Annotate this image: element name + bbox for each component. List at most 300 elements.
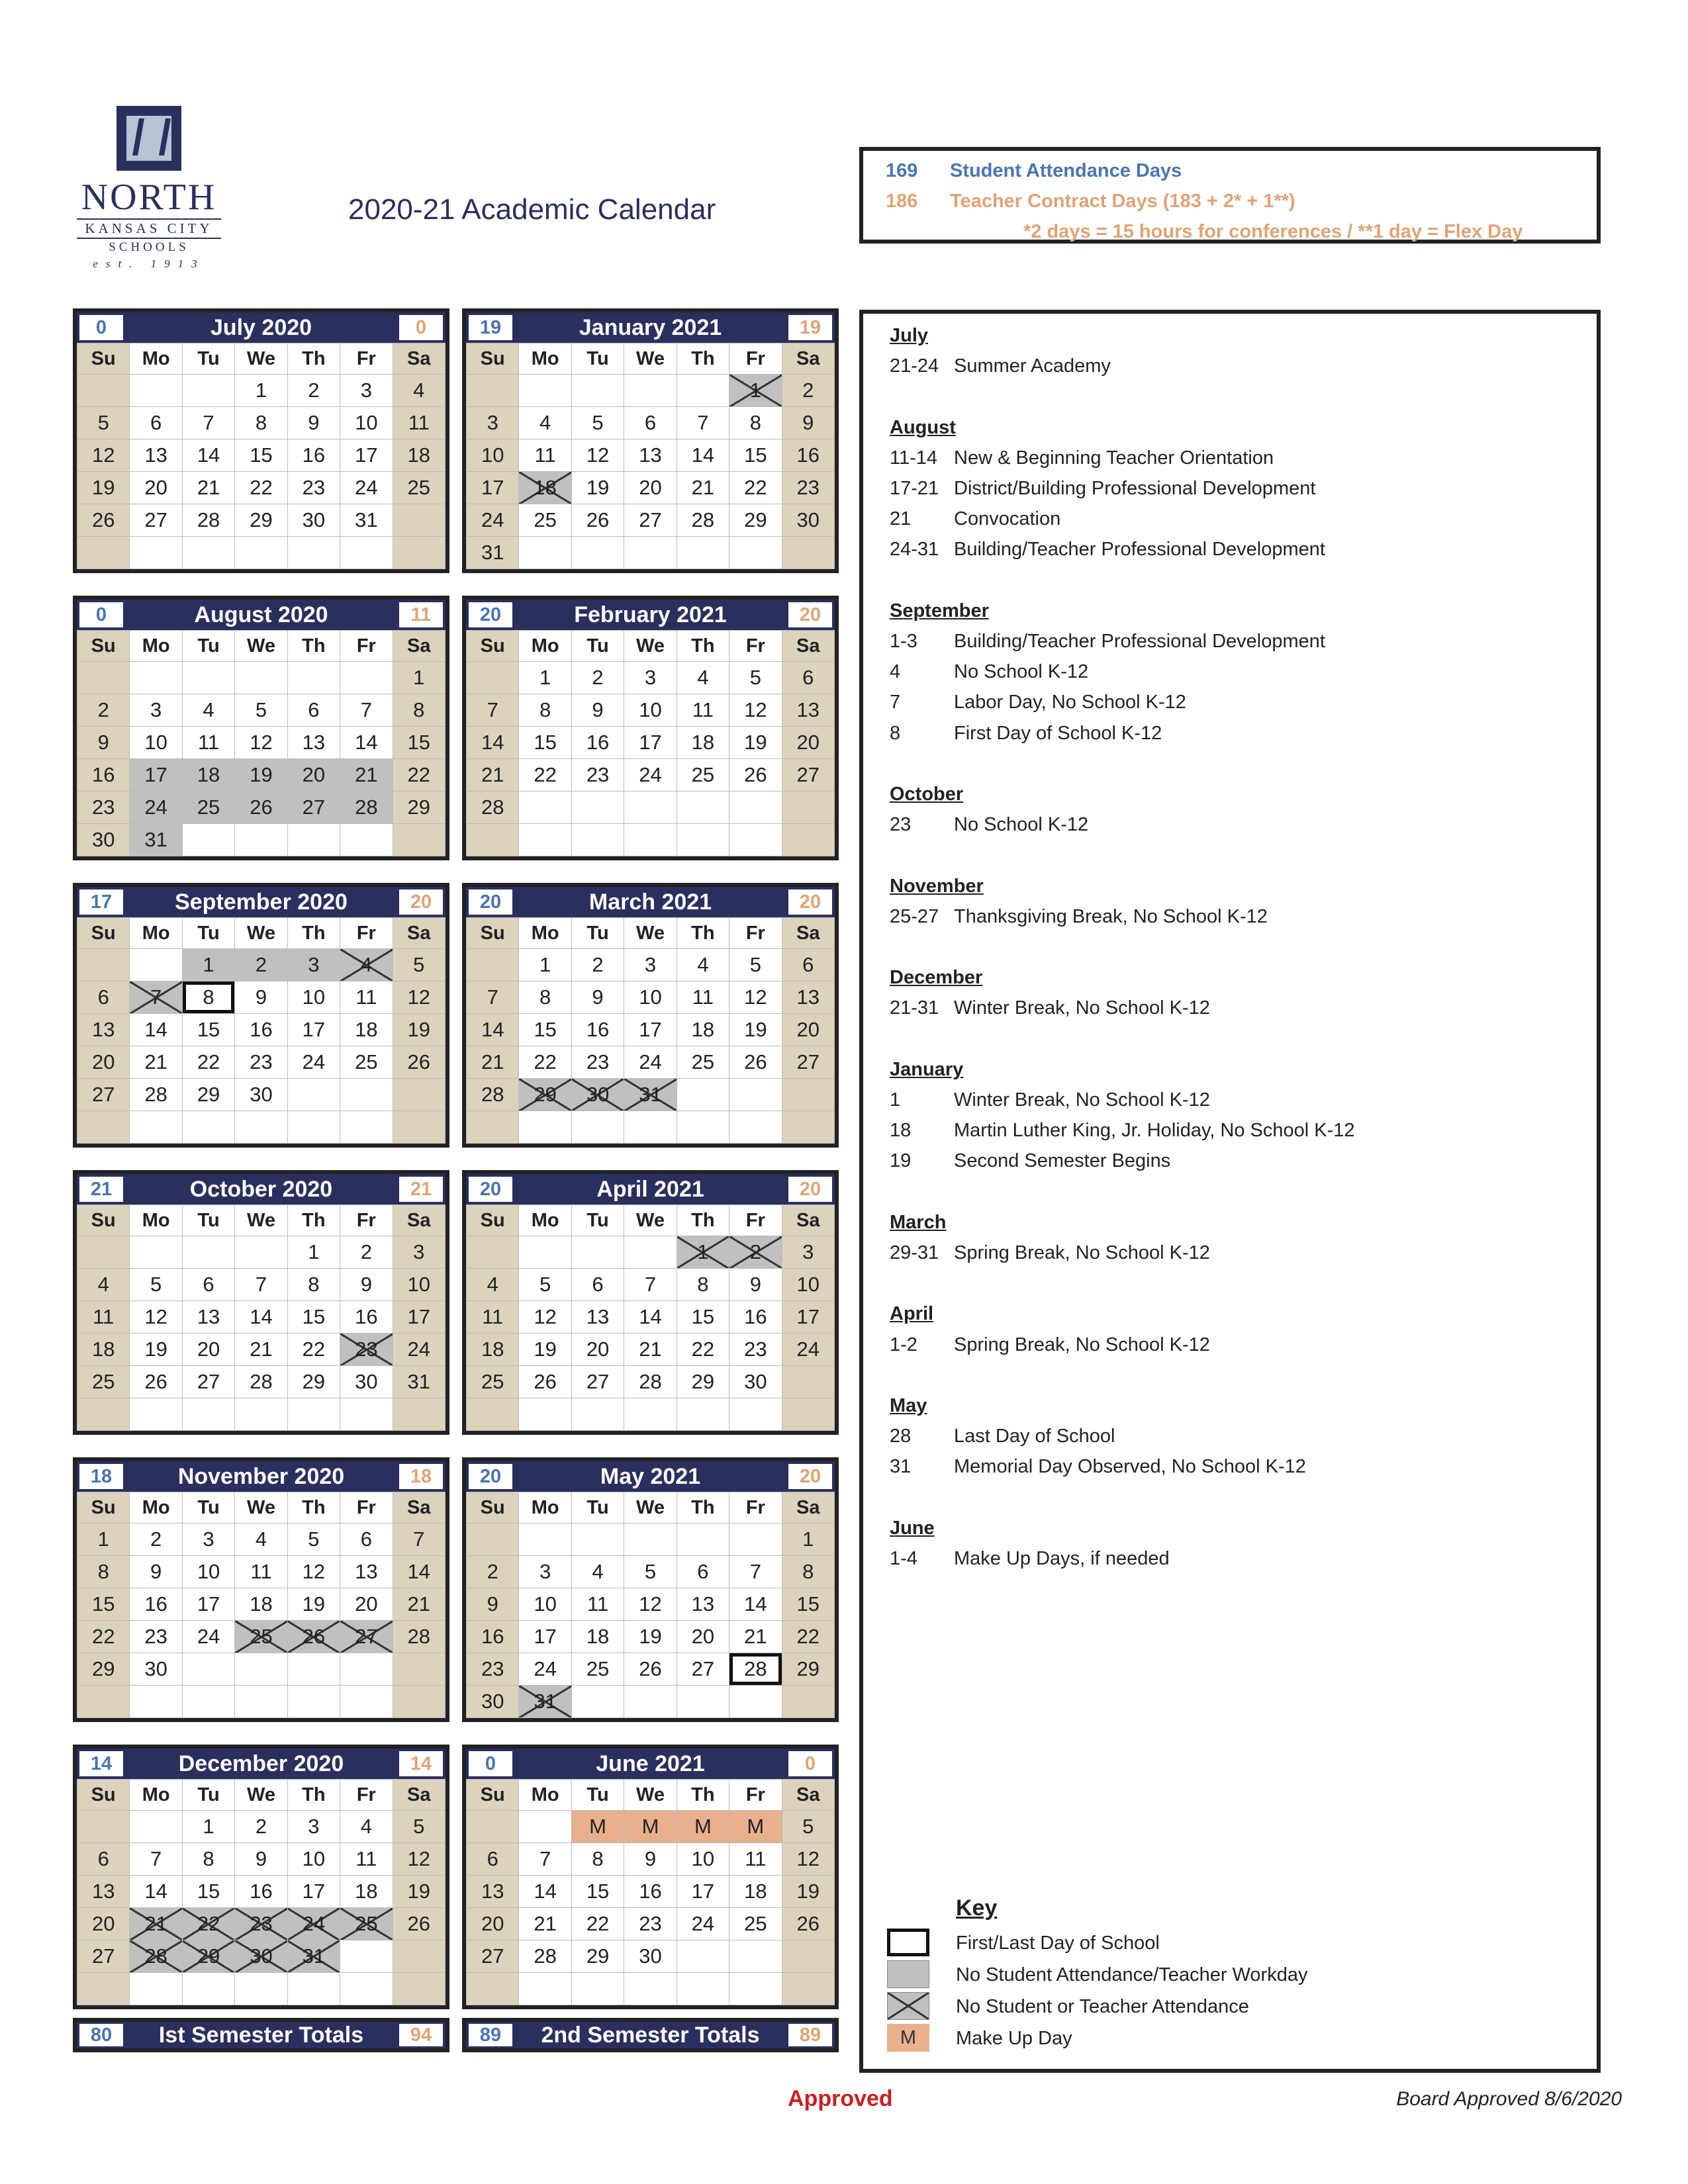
calendar-day: 5 <box>287 1524 340 1556</box>
month-calendar <box>73 1457 449 1722</box>
calendar-day: 22 <box>782 1621 834 1653</box>
calendar-empty-cell <box>519 1973 571 2005</box>
calendar-day: 26 <box>287 1621 340 1653</box>
calendar-day: 16 <box>235 1876 287 1908</box>
calendar-day: 7 <box>130 981 182 1014</box>
calendar-day: 25 <box>571 1653 624 1686</box>
summary-footnote: *2 days = 15 hours for conferences / **1 day = Flex Day <box>1023 221 1523 242</box>
calendar-empty-cell <box>571 1973 624 2005</box>
month-header <box>77 1461 445 1492</box>
calendar-empty-cell <box>571 1686 624 1718</box>
calendar-day: 21 <box>182 472 234 504</box>
event-item <box>890 1238 1210 1268</box>
calendar-day: 23 <box>77 792 130 824</box>
legend-label: No Student Attendance/Teacher Workday <box>956 1964 1308 1985</box>
calendar-day: 3 <box>782 1236 834 1269</box>
calendar-empty-cell <box>393 504 445 537</box>
calendar-day: 29 <box>287 1366 340 1398</box>
calendar-empty-cell <box>130 662 182 694</box>
weekday-label: Su <box>77 631 130 662</box>
calendar-day: 28 <box>235 1366 287 1398</box>
calendar-empty-cell <box>340 1940 393 1973</box>
calendar-day: 10 <box>182 1556 234 1588</box>
weekday-label: Sa <box>782 1205 834 1236</box>
event-description: Summer Academy <box>954 355 1111 377</box>
calendar-day: 6 <box>77 1843 130 1876</box>
calendar-day: 7 <box>624 1269 677 1301</box>
calendar-day: 10 <box>467 439 519 472</box>
weekday-label: Mo <box>130 918 182 949</box>
calendar-empty-cell <box>340 1686 393 1718</box>
event-month-heading: December <box>890 967 983 989</box>
event-item <box>890 1115 1355 1146</box>
teacher-days-row <box>886 191 1295 212</box>
month-name: September 2020 <box>175 889 348 915</box>
weekday-label: Fr <box>340 343 393 375</box>
month-header <box>77 887 445 917</box>
weekday-label: Mo <box>130 1780 182 1811</box>
event-description: Spring Break, No School K-12 <box>954 1334 1210 1355</box>
calendar-day: 30 <box>467 1686 519 1718</box>
calendar-day: 12 <box>782 1843 834 1876</box>
month-header <box>77 1174 445 1205</box>
calendar-day: 4 <box>77 1269 130 1301</box>
calendar-empty-cell <box>287 1686 340 1718</box>
calendar-empty-cell <box>130 537 182 569</box>
event-month-section <box>890 1207 1210 1268</box>
calendar-day: 14 <box>467 727 519 759</box>
weekday-label: Mo <box>519 918 571 949</box>
event-month-section <box>890 779 1088 840</box>
weekday-label: Sa <box>393 631 445 662</box>
second-semester-teacher-total: 89 <box>788 2024 832 2046</box>
calendar-day: 9 <box>782 407 834 439</box>
calendar-day: 21 <box>677 472 729 504</box>
calendar-day: 7 <box>729 1556 782 1588</box>
calendar-empty-cell <box>77 662 130 694</box>
calendar-empty-cell <box>729 1973 782 2005</box>
weekday-label: Fr <box>729 1780 782 1811</box>
logo-line-3: SCHOOLS <box>109 240 189 254</box>
calendar-empty-cell <box>235 824 287 856</box>
calendar-day: 5 <box>235 694 287 727</box>
calendar-empty-cell <box>235 1686 287 1718</box>
calendar-day: 24 <box>467 504 519 537</box>
calendar-day: 19 <box>782 1876 834 1908</box>
calendar-day: 13 <box>77 1876 130 1908</box>
calendar-empty-cell <box>782 792 834 824</box>
calendar-empty-cell <box>393 1940 445 1973</box>
calendar-day: 2 <box>729 1236 782 1269</box>
calendar-day: 16 <box>782 439 834 472</box>
weekday-label: We <box>235 631 287 662</box>
calendar-day: 23 <box>235 1908 287 1940</box>
calendar-day: 12 <box>624 1588 677 1621</box>
calendar-empty-cell <box>677 1940 729 1973</box>
calendar-day: 26 <box>77 504 130 537</box>
teacher-days-count: 20 <box>788 889 832 915</box>
calendar-empty-cell <box>77 1686 130 1718</box>
calendar-empty-cell <box>677 1079 729 1111</box>
event-date: 7 <box>890 692 901 713</box>
event-description: First Day of School K-12 <box>954 722 1162 744</box>
calendar-empty-cell <box>467 1973 519 2005</box>
logo-line-4: est. 1913 <box>93 257 205 270</box>
calendar-day: 28 <box>182 504 234 537</box>
calendar-day: 14 <box>182 439 234 472</box>
event-item <box>890 1330 1210 1360</box>
calendar-day: 21 <box>130 1908 182 1940</box>
event-month-heading: September <box>890 600 989 621</box>
calendar-day: 8 <box>287 1269 340 1301</box>
legend-no-attendance <box>876 1991 1472 2023</box>
weekday-label: Th <box>677 631 729 662</box>
calendar-empty-cell <box>729 792 782 824</box>
weekday-label: We <box>235 1780 287 1811</box>
calendar-day: 30 <box>782 504 834 537</box>
weekday-label: We <box>624 1780 677 1811</box>
student-days-count: 17 <box>79 889 123 915</box>
calendar-day: 21 <box>467 759 519 792</box>
calendar-day: 18 <box>571 1621 624 1653</box>
calendar-day: 26 <box>624 1653 677 1686</box>
month-name: March 2021 <box>588 889 712 915</box>
calendar-day: 27 <box>467 1940 519 1973</box>
calendar-day: 10 <box>624 981 677 1014</box>
calendar-day: 24 <box>340 472 393 504</box>
calendar-empty-cell <box>130 1236 182 1269</box>
calendar-day: 24 <box>677 1908 729 1940</box>
calendar-day: 23 <box>782 472 834 504</box>
calendar-day: 22 <box>235 472 287 504</box>
calendar-day: 13 <box>130 439 182 472</box>
calendar-day: 17 <box>519 1621 571 1653</box>
event-date: 17-21 <box>890 477 939 499</box>
month-name: January 2021 <box>579 315 722 340</box>
calendar-day: 5 <box>77 407 130 439</box>
weekday-label: Sa <box>393 1780 445 1811</box>
calendar-day: 6 <box>571 1269 624 1301</box>
calendar-day: 1 <box>182 949 234 981</box>
calendar-empty-cell <box>467 949 519 981</box>
calendar-empty-cell <box>519 792 571 824</box>
calendar-day: 26 <box>393 1908 445 1940</box>
calendar-day: 21 <box>235 1334 287 1366</box>
student-days-count: 14 <box>79 1751 123 1776</box>
calendar-day: 25 <box>393 472 445 504</box>
weekday-label: Sa <box>782 631 834 662</box>
weekday-label: Su <box>467 918 519 949</box>
event-month-heading: November <box>890 875 984 897</box>
event-item <box>890 657 1325 687</box>
calendar-day: 14 <box>130 1014 182 1046</box>
student-days-count: 20 <box>469 889 512 915</box>
second-semester-totals <box>462 2018 839 2052</box>
calendar-empty-cell <box>130 1973 182 2005</box>
teacher-days-count: 186 <box>886 191 918 212</box>
calendar-day: 22 <box>287 1334 340 1366</box>
calendar-empty-cell <box>340 662 393 694</box>
calendar-day: 28 <box>467 1079 519 1111</box>
event-description: Building/Teacher Professional Development <box>954 630 1325 652</box>
calendar-day: 17 <box>782 1301 834 1334</box>
calendar-empty-cell <box>77 1236 130 1269</box>
teacher-days-count: 20 <box>788 602 832 627</box>
event-month-section <box>890 596 1325 749</box>
weekday-label: Th <box>287 1492 340 1524</box>
calendar-day: 27 <box>571 1366 624 1398</box>
month-header <box>466 887 835 917</box>
calendar-day: 16 <box>624 1876 677 1908</box>
calendar-empty-cell <box>677 824 729 856</box>
weekday-label: Fr <box>340 631 393 662</box>
calendar-day: 5 <box>782 1811 834 1843</box>
month-header <box>466 1749 835 1779</box>
calendar-day: 1 <box>77 1524 130 1556</box>
calendar-day: 6 <box>130 407 182 439</box>
calendar-day: 10 <box>624 694 677 727</box>
calendar-day: 31 <box>130 824 182 856</box>
calendar-day: 1 <box>235 375 287 407</box>
event-description: Winter Break, No School K-12 <box>954 1089 1210 1111</box>
calendar-day: 1 <box>393 662 445 694</box>
event-item <box>890 1421 1306 1451</box>
event-date: 21 <box>890 508 912 530</box>
month-header <box>466 600 835 630</box>
calendar-day: 24 <box>182 1621 234 1653</box>
calendar-day: 13 <box>467 1876 519 1908</box>
weekday-label: We <box>624 1492 677 1524</box>
board-approved-date: Board Approved 8/6/2020 <box>1396 2088 1622 2110</box>
calendar-day: 24 <box>287 1908 340 1940</box>
month-grid <box>466 1205 835 1431</box>
calendar-empty-cell <box>235 1398 287 1431</box>
calendar-day: 21 <box>624 1334 677 1366</box>
calendar-empty-cell <box>77 375 130 407</box>
calendar-empty-cell <box>624 1111 677 1144</box>
calendar-empty-cell <box>287 824 340 856</box>
calendar-empty-cell <box>519 1111 571 1144</box>
student-days-label: Student Attendance Days <box>950 160 1182 181</box>
weekday-label: Fr <box>340 918 393 949</box>
first-semester-totals <box>73 2018 449 2052</box>
calendar-day: 8 <box>182 981 234 1014</box>
weekday-label: Fr <box>729 918 782 949</box>
calendar-empty-cell <box>130 1686 182 1718</box>
calendar-day: 3 <box>130 694 182 727</box>
first-semester-student-total: 80 <box>79 2024 123 2046</box>
calendar-day: 15 <box>519 1014 571 1046</box>
calendar-day: 28 <box>393 1621 445 1653</box>
legend-label: No Student or Teacher Attendance <box>956 1996 1249 2017</box>
calendar-day: 27 <box>182 1366 234 1398</box>
calendar-day: 20 <box>77 1908 130 1940</box>
month-calendar <box>462 308 839 573</box>
calendar-day: M <box>677 1811 729 1843</box>
event-month-heading: July <box>890 325 929 346</box>
calendar-day: 8 <box>77 1556 130 1588</box>
calendar-day: 13 <box>677 1588 729 1621</box>
weekday-label: Th <box>287 1205 340 1236</box>
calendar-day: 26 <box>130 1366 182 1398</box>
weekday-label: Tu <box>182 343 234 375</box>
calendar-empty-cell <box>130 1111 182 1144</box>
weekday-label: Fr <box>340 1492 393 1524</box>
calendar-day: 24 <box>624 759 677 792</box>
calendar-empty-cell <box>677 1973 729 2005</box>
calendar-day: 9 <box>77 727 130 759</box>
calendar-day: 19 <box>624 1621 677 1653</box>
calendar-day: 24 <box>287 1046 340 1079</box>
calendar-empty-cell <box>340 1398 393 1431</box>
calendar-day: 9 <box>340 1269 393 1301</box>
teacher-days-count: 20 <box>399 889 443 915</box>
weekday-label: Mo <box>519 1780 571 1811</box>
first-last-day-swatch-icon <box>887 1929 929 1956</box>
calendar-day: 6 <box>467 1843 519 1876</box>
calendar-day: 3 <box>182 1524 234 1556</box>
calendar-day: 29 <box>571 1940 624 1973</box>
calendar-day: 11 <box>393 407 445 439</box>
calendar-empty-cell <box>467 375 519 407</box>
calendar-day: 6 <box>77 981 130 1014</box>
calendar-day: 24 <box>130 792 182 824</box>
calendar-day: 21 <box>130 1046 182 1079</box>
event-item <box>890 993 1210 1023</box>
calendar-day: 3 <box>287 1811 340 1843</box>
calendar-day: 5 <box>393 949 445 981</box>
event-month-heading: June <box>890 1517 935 1539</box>
calendar-empty-cell <box>782 824 834 856</box>
weekday-label: We <box>235 918 287 949</box>
calendar-day: 20 <box>130 472 182 504</box>
calendar-day: 27 <box>130 504 182 537</box>
calendar-day: 29 <box>235 504 287 537</box>
calendar-empty-cell <box>182 824 234 856</box>
calendar-day: 11 <box>182 727 234 759</box>
calendar-day: 27 <box>782 759 834 792</box>
calendar-empty-cell <box>782 1973 834 2005</box>
calendar-empty-cell <box>677 1524 729 1556</box>
calendar-day: 2 <box>571 662 624 694</box>
student-days-count: 0 <box>79 315 123 340</box>
calendar-day: 21 <box>340 759 393 792</box>
event-month-section <box>890 412 1325 565</box>
calendar-day: 31 <box>340 504 393 537</box>
calendar-day: 29 <box>519 1079 571 1111</box>
event-item <box>890 504 1325 534</box>
calendar-empty-cell <box>729 537 782 569</box>
calendar-empty-cell <box>77 949 130 981</box>
calendar-day: 15 <box>729 439 782 472</box>
calendar-day: 25 <box>677 1046 729 1079</box>
calendar-day: 16 <box>340 1301 393 1334</box>
calendar-day: 23 <box>571 1046 624 1079</box>
calendar-day: 7 <box>130 1843 182 1876</box>
calendar-day: 19 <box>393 1014 445 1046</box>
calendar-empty-cell <box>519 375 571 407</box>
calendar-day: 2 <box>235 949 287 981</box>
event-item <box>890 443 1325 473</box>
weekday-label: Fr <box>729 343 782 375</box>
calendar-day: 6 <box>340 1524 393 1556</box>
calendar-empty-cell <box>235 662 287 694</box>
calendar-day: 17 <box>467 472 519 504</box>
event-month-heading: March <box>890 1211 947 1233</box>
weekday-label: Mo <box>130 631 182 662</box>
month-calendar <box>73 1170 449 1435</box>
calendar-day: 27 <box>287 792 340 824</box>
calendar-empty-cell <box>182 1111 234 1144</box>
weekday-label: Tu <box>571 343 624 375</box>
month-name: December 2020 <box>178 1751 344 1776</box>
calendar-day: 17 <box>287 1014 340 1046</box>
calendar-day: 22 <box>571 1908 624 1940</box>
calendar-day: 21 <box>729 1621 782 1653</box>
teacher-days-count: 14 <box>399 1751 443 1776</box>
month-calendar <box>73 308 449 573</box>
event-date: 24-31 <box>890 539 939 561</box>
calendar-day: 15 <box>235 439 287 472</box>
weekday-label: Tu <box>182 918 234 949</box>
calendar-empty-cell <box>571 1524 624 1556</box>
calendar-day: 22 <box>182 1908 234 1940</box>
make-up-day-swatch-icon: M <box>887 2024 929 2052</box>
calendar-empty-cell <box>467 1111 519 1144</box>
event-date: 28 <box>890 1426 912 1447</box>
calendar-day: 22 <box>182 1046 234 1079</box>
calendar-empty-cell <box>677 1686 729 1718</box>
calendar-day: 3 <box>393 1236 445 1269</box>
weekday-label: Sa <box>782 918 834 949</box>
calendar-day: 11 <box>340 1843 393 1876</box>
event-month-section <box>890 1054 1355 1177</box>
calendar-day: 16 <box>77 759 130 792</box>
calendar-empty-cell <box>729 1686 782 1718</box>
calendar-empty-cell <box>393 537 445 569</box>
events-panel <box>859 310 1601 2073</box>
calendar-empty-cell <box>393 824 445 856</box>
approved-stamp: Approved <box>788 2086 893 2111</box>
legend-label: First/Last Day of School <box>956 1933 1160 1954</box>
calendar-empty-cell <box>182 1236 234 1269</box>
weekday-label: We <box>235 1205 287 1236</box>
calendar-day: 31 <box>287 1940 340 1973</box>
calendar-day: 30 <box>571 1079 624 1111</box>
calendar-day: 4 <box>340 1811 393 1843</box>
month-grid <box>466 1779 835 2005</box>
calendar-empty-cell <box>340 1079 393 1111</box>
calendar-day: 15 <box>782 1588 834 1621</box>
calendar-empty-cell <box>782 537 834 569</box>
calendar-day: 18 <box>340 1014 393 1046</box>
calendar-day: 10 <box>130 727 182 759</box>
event-month-section <box>890 320 1111 381</box>
calendar-empty-cell <box>729 1111 782 1144</box>
calendar-day: 3 <box>624 949 677 981</box>
calendar-day: 15 <box>77 1588 130 1621</box>
weekday-label: Tu <box>182 1205 234 1236</box>
weekday-label: Tu <box>182 631 234 662</box>
calendar-day: 10 <box>677 1843 729 1876</box>
calendar-day: 13 <box>624 439 677 472</box>
calendar-empty-cell <box>182 375 234 407</box>
calendar-empty-cell <box>393 1079 445 1111</box>
calendar-empty-cell <box>130 375 182 407</box>
teacher-days-count: 20 <box>788 1177 832 1202</box>
calendar-day: 25 <box>467 1366 519 1398</box>
student-days-row <box>886 160 1182 182</box>
